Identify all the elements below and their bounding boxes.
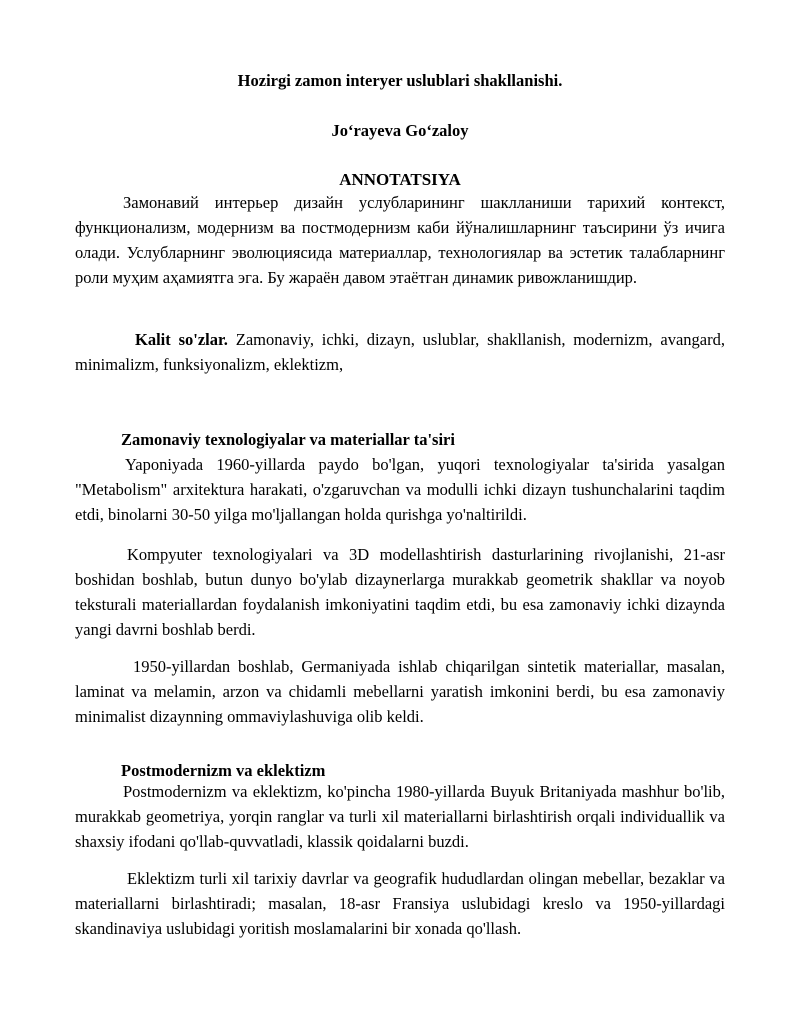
section-paragraph: 1950-yillardan boshlab, Germaniyada ishlab chiqarilgan sintetik materiallar, masalan, laminat va melamin, arzon va chidamli mebellarni yaratish imkonini berdi, bu esa zamonaviy minimalist dizaynning ommaviylashuviga olib keldi. <box>75 657 725 726</box>
abstract-paragraph: Замонавий интерьер дизайн услубларининг шаклланиши тарихий контекст, функционализм, модернизм ва постмодернизм каби йўналишларнинг таъсирини ўз ичига олади. Услубларнинг эволюциясида материаллар, технологиялар ва эстетик талабларнинг роли муҳим аҳамиятга эга. Бу жараён давом этаётган динамик ривожланишдир. <box>75 193 725 287</box>
section-heading: Postmodernizm va eklektizm <box>121 761 326 780</box>
section-paragraph: Yaponiyada 1960-yillarda paydo bo'lgan, yuqori texnologiyalar ta'sirida yasalgan "Metabolism" arxitektura harakati, o'zgaruvchan va modulli ichki dizayn tushunchalarini taqdim etdi, binolarni 30-50 yilga mo'ljallangan holda qurishga yo'naltirildi. <box>75 455 725 524</box>
section-paragraph: Eklektizm turli xil tarixiy davrlar va geografik hududlardan olingan mebellar, bezaklar va materiallarni birlashtiradi; masalan, 18-asr Fransiya uslubidagi kreslo va 1950-yillardagi skandinaviya uslubidagi yoritish moslamalarini bir xonada qo'llash. <box>75 869 725 938</box>
section-paragraph: Postmodernizm va eklektizm, ko'pincha 1980-yillarda Buyuk Britaniyada mashhur bo'lib, murakkab geometriya, yorqin ranglar va turli xil materiallarni birlashtirish orqali individuallik va shaxsiy ifodani qo'llab-quvvatladi, klassik qoidalarni buzdi. <box>75 782 725 851</box>
document-title: Hozirgi zamon interyer uslublari shakllanishi. <box>237 71 563 90</box>
abstract-heading: ANNOTATSIYA <box>339 170 461 189</box>
keywords-label: Kalit so'zlar. <box>135 330 228 349</box>
section-heading: Zamonaviy texnologiyalar va materiallar ta'siri <box>121 430 455 449</box>
section-paragraph: Kompyuter texnologiyalari va 3D modellashtirish dasturlarining rivojlanishi, 21-asr boshidan boshlab, butun dunyo bo'ylab dizaynerlarga murakkab geometrik shakllar va noyob teksturali materiallardan foydalanish imkoniyatini taqdim etdi, bu esa zamonaviy ichki dizaynda yangi davrni boshlab berdi. <box>75 545 725 639</box>
keywords-paragraph <box>75 327 725 377</box>
keywords-text: Zamonaviy, ichki, dizayn, uslublar, shakllanish, modernizm, avangard, minimalizm, funksiyonalizm, eklektizm, <box>75 330 725 374</box>
author-name: Jo‘rayeva Go‘zaloy <box>331 121 469 140</box>
